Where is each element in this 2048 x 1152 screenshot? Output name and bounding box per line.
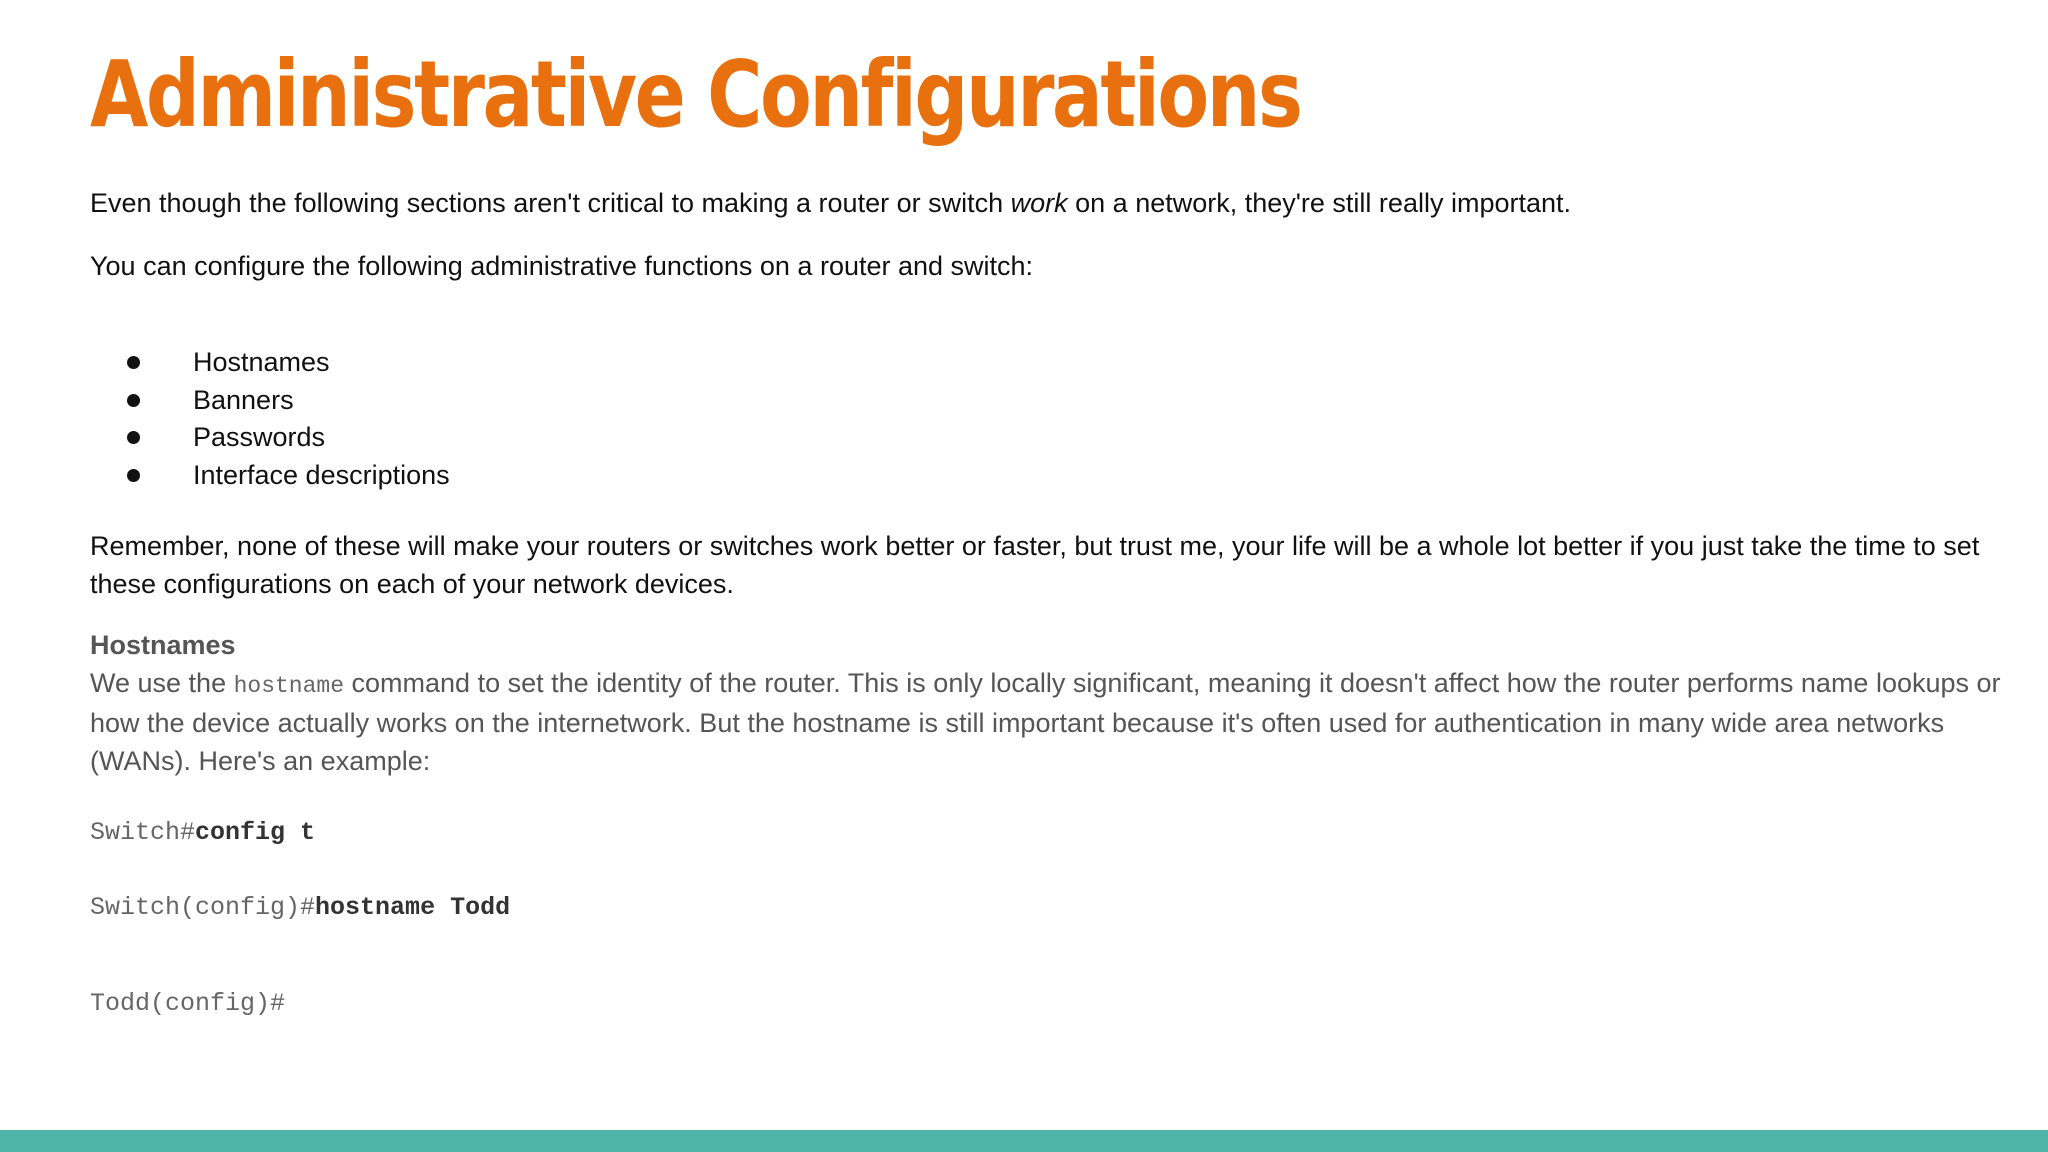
section-heading: Hostnames [90, 630, 236, 660]
code-line [90, 987, 285, 1021]
intro-text-before: Even though the following sections aren't critical to making a router or switch [90, 188, 1011, 218]
list-item [90, 344, 450, 382]
list-item-label: Interface descriptions [193, 459, 450, 490]
section-text-after-code: command to set the identity of the router. This is only locally significant, meaning it doesn't affect how the router performs name lookups or how the device actually works on the internetwork. But the hostname is still important because it's often used for authentication in many wide area networks (WANs). Here's an example: [90, 667, 2001, 776]
list-item-label: Passwords [193, 422, 326, 452]
code-line [90, 816, 315, 850]
list-item [90, 419, 450, 457]
code-prompt: Switch# [90, 818, 196, 847]
hostnames-section [90, 627, 2010, 780]
list-item-label: Hostnames [193, 347, 330, 377]
list-item [90, 457, 450, 495]
section-text-before-code: We use the [90, 667, 234, 698]
bullet-icon [127, 356, 140, 369]
code-prompt: Switch(config)# [90, 893, 316, 922]
footer-accent-bar [0, 1130, 2048, 1152]
lead-in-paragraph: You can configure the following administrative functions on a router and switch: [90, 251, 1034, 281]
bullet-icon [127, 431, 140, 444]
code-command: config t [195, 818, 316, 847]
code-command: hostname Todd [315, 893, 511, 922]
code-prompt: Todd(config)# [90, 989, 286, 1018]
intro-text-after: on a network, they're still really important. [1067, 188, 1572, 218]
bullet-icon [127, 394, 140, 407]
bullet-icon [127, 469, 140, 482]
inline-code-hostname: hostname [233, 672, 345, 699]
list-item-label: Banners [193, 384, 294, 415]
remember-paragraph: Remember, none of these will make your routers or switches work better or faster, but trust me, your life will be a whole lot better if you just take the time to set these configurations on each of your network devices. [90, 531, 1980, 599]
code-line [90, 891, 510, 925]
intro-emphasis: work [1010, 188, 1068, 218]
list-item [90, 382, 450, 420]
intro-paragraph [90, 184, 1990, 222]
slide-title: Administrative Configurations [90, 41, 1301, 148]
admin-functions-list [90, 344, 450, 494]
